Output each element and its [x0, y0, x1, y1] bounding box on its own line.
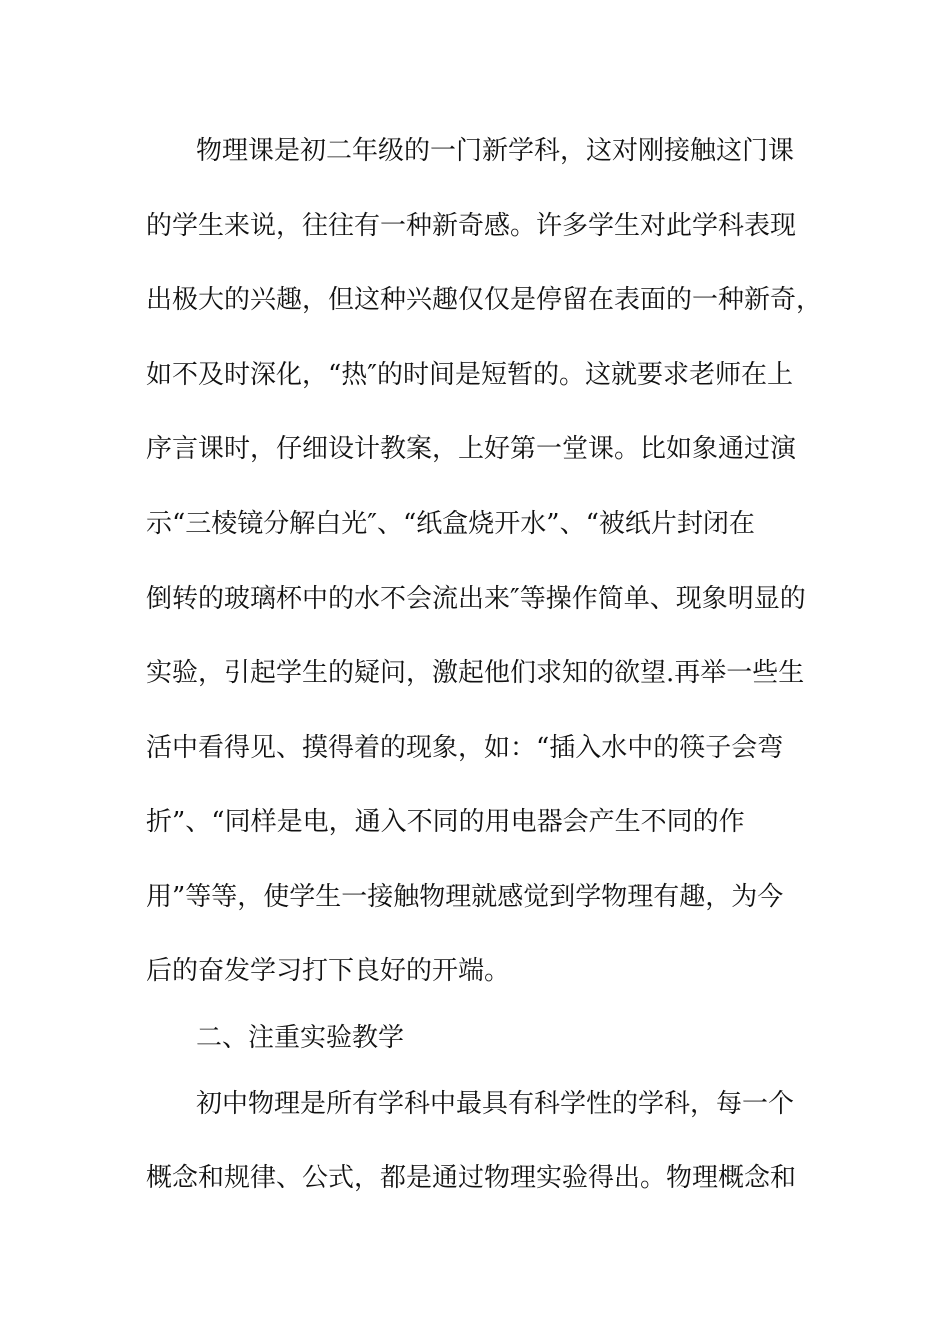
paragraph-line: 初中物理是所有学科中最具有科学性的学科，每一个 [196, 1089, 795, 1119]
paragraph-line: 如不及时深化，“热″的时间是短暂的。这就要求老师在上 [146, 360, 794, 390]
section-heading: 二、注重实验教学 [196, 1023, 405, 1053]
paragraph-line: 倒转的玻璃杯中的水不会流出来″等操作简单、现象明显的 [146, 584, 806, 614]
paragraph-line: 物理课是初二年级的一门新学科，这对刚接触这门课 [196, 136, 795, 166]
paragraph-line: 的学生来说，往往有一种新奇感。许多学生对此学科表现 [146, 211, 797, 241]
paragraph-line: 后的奋发学习打下良好的开端。 [146, 956, 511, 986]
paragraph-line: 出极大的兴趣，但这种兴趣仅仅是停留在表面的一种新奇， [146, 285, 823, 315]
paragraph-line: 概念和规律、公式，都是通过物理实验得出。物理概念和 [146, 1163, 797, 1193]
paragraph-line: 活中看得见、摸得着的现象，如：“插入水中的筷子会弯 [146, 733, 784, 763]
paragraph-line: 序言课时，仔细设计教案，上好第一堂课。比如象通过演 [146, 434, 797, 464]
paragraph-line: 用”等等，使学生一接触物理就感觉到学物理有趣，为今 [146, 882, 784, 912]
paragraph-line: 实验，引起学生的疑问，激起他们求知的欲望.再举一些生 [146, 658, 805, 688]
paragraph-line: 折”、“同样是电，通入不同的用电器会产生不同的作 [146, 807, 745, 837]
paragraph-line: 示“三棱镜分解白光″、“纸盒烧开水”、“被纸片封闭在 [146, 509, 755, 539]
